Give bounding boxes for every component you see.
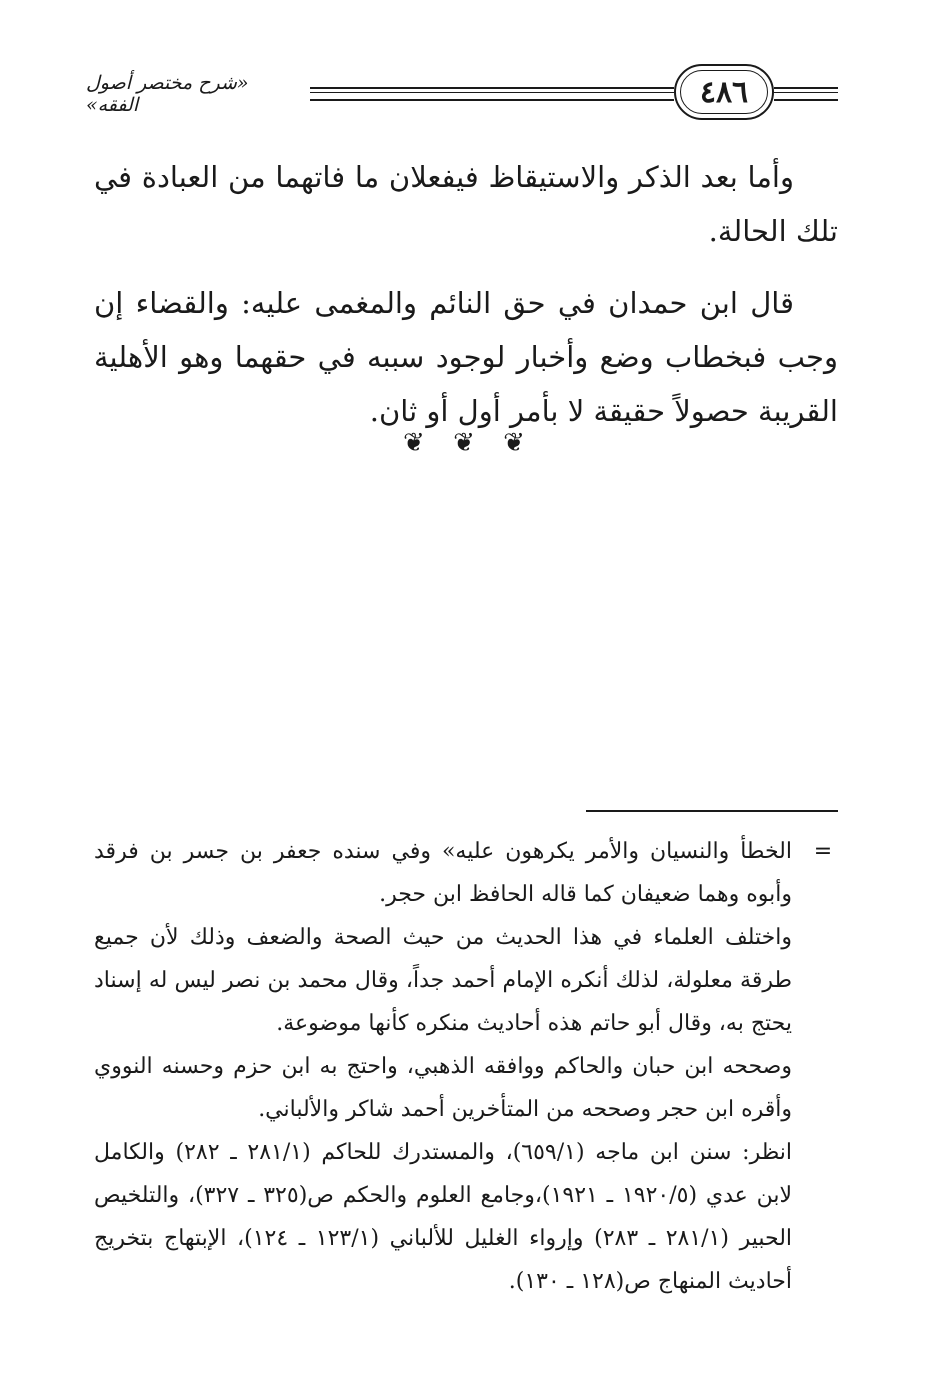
header-rule-right xyxy=(774,87,838,101)
main-paragraph-1: وأما بعد الذكر والاستيقاظ فيفعلان ما فاتهما من العبادة في تلك الحالة. xyxy=(94,160,838,248)
footnote-paragraph-1-text: الخطأ والنسيان والأمر يكرهون عليه» وفي سنده جعفر بن جسر بن فرقد وأبوه وهما ضعيفان كما قاله الحافظ ابن حجر. xyxy=(94,839,792,907)
footnote-paragraph-4: انظر: سنن ابن ماجه (٦٥٩/١)، والمستدرك للحاكم (٢٨١/١ ـ ٢٨٢) والكامل لابن عدي (١٩٢٠/٥ ـ ١٩٢١)،وجامع العلوم والحكم ص(٣٢٥ ـ ٣٢٧)، والتلخيص الحبير (٢٨١/١ ـ ٢٨٣) وإرواء الغليل للألباني (١٢٣/١ ـ ١٢٤)، الإبتهاج بتخريج أحاديث المنهاج ص(١٢٨ ـ ١٣٠). xyxy=(94,1140,793,1294)
running-title: «شرح مختصر أصول الفقه» xyxy=(86,72,249,116)
main-paragraph-2: قال ابن حمدان في حق النائم والمغمى عليه: والقضاء إن وجب فبخطاب وضع وأخبار لوجود سببه في حقهما وهو الأهلية القريبة حصولاً حقيقة لا بأمر أول أو ثان. xyxy=(94,286,838,428)
continuation-mark: = xyxy=(813,839,833,864)
footnotes xyxy=(94,830,838,1303)
header-rule-left xyxy=(310,87,674,101)
section-ornament-icon: ❦ ❦ ❦ xyxy=(403,428,535,458)
page-header xyxy=(86,60,838,130)
page-number: ٤٨٦ xyxy=(674,64,774,120)
footnote-paragraph-1 xyxy=(94,830,838,916)
footnote-paragraph-2: واختلف العلماء في هذا الحديث من حيث الصحة والضعف وذلك لأن جميع طرقة معلولة، لذلك أنكره الإمام أحمد جداً، وقال محمد بن نصر ليس له إسناد يحتج به، وقال أبو حاتم هذه أحاديث منكره كأنها موضوعة. xyxy=(94,925,792,1036)
main-body xyxy=(94,150,838,456)
footnote-separator xyxy=(586,810,838,812)
footnote-paragraph-3: وصححه ابن حبان والحاكم ووافقه الذهبي، واحتج به ابن حزم وحسنه النووي وأقره ابن حجر وصححه من المتأخرين أحمد شاكر والألباني. xyxy=(94,1054,792,1122)
